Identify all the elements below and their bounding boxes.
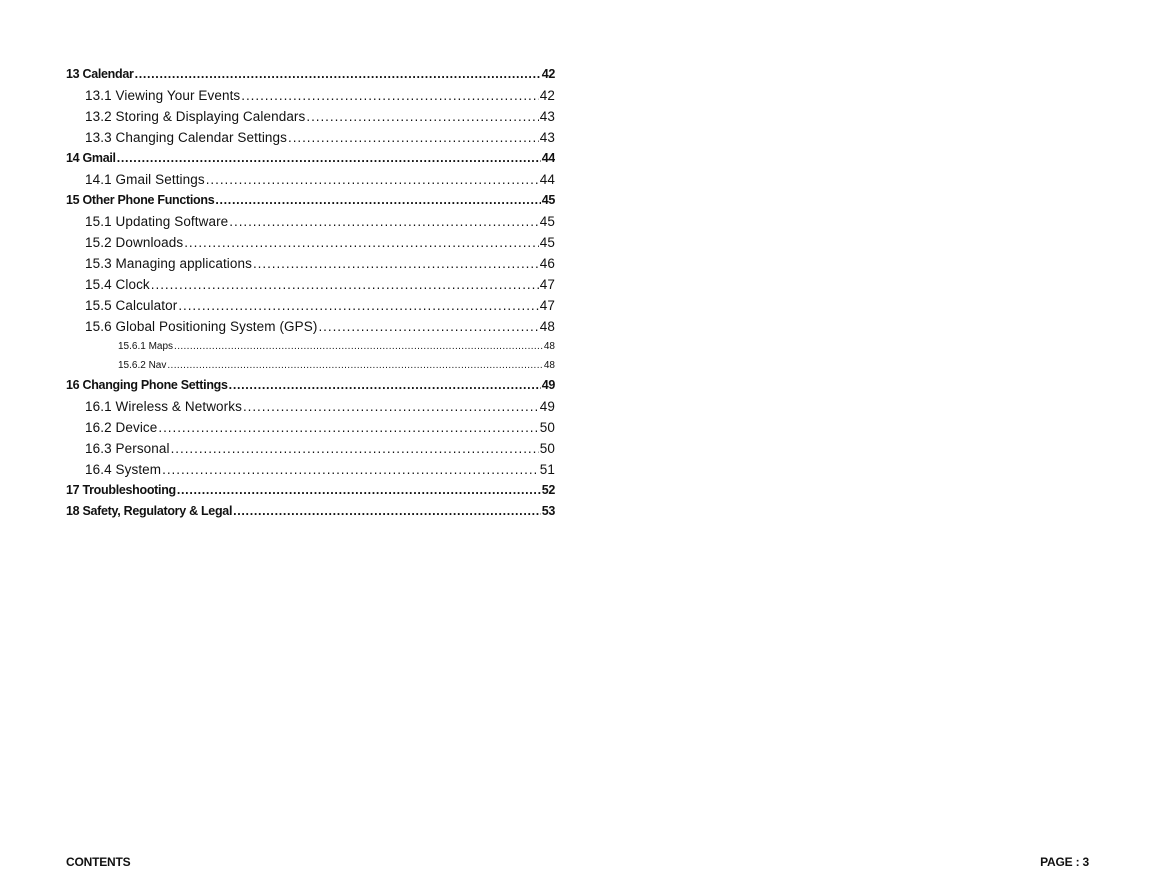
- toc-entry[interactable]: [66, 106, 555, 127]
- toc-entry-page: 45: [539, 235, 555, 250]
- toc-entry[interactable]: [66, 295, 555, 316]
- toc-dot-leader: [243, 396, 539, 417]
- toc-dot-leader: [117, 148, 541, 169]
- toc-dot-leader: [233, 501, 541, 522]
- toc-entry-page: 53: [541, 504, 555, 518]
- toc-entry-title: 15.6.2 Nav: [118, 360, 167, 371]
- toc-entry-page: 48: [543, 360, 555, 371]
- toc-dot-leader: [241, 85, 539, 106]
- toc-entry-title: 15.6 Global Positioning System (GPS): [85, 319, 318, 334]
- toc-dot-leader: [151, 274, 539, 295]
- toc-entry[interactable]: [66, 274, 555, 295]
- toc-entry-page: 48: [539, 319, 555, 334]
- table-of-contents: [66, 64, 555, 522]
- toc-dot-leader: [171, 438, 539, 459]
- toc-entry-title: 17 Troubleshooting: [66, 483, 176, 497]
- toc-entry-title: 15.4 Clock: [85, 277, 150, 292]
- toc-entry-title: 16.2 Device: [85, 420, 158, 435]
- toc-entry[interactable]: [66, 232, 555, 253]
- toc-entry-title: 15 Other Phone Functions: [66, 193, 215, 207]
- toc-entry-page: 51: [539, 462, 555, 477]
- toc-entry-title: 13 Calendar: [66, 67, 134, 81]
- toc-entry-title: 13.3 Changing Calendar Settings: [85, 130, 287, 145]
- toc-dot-leader: [135, 64, 541, 85]
- toc-dot-leader: [184, 232, 539, 253]
- toc-entry[interactable]: [66, 64, 555, 85]
- toc-entry[interactable]: [66, 148, 555, 169]
- toc-entry[interactable]: [66, 211, 555, 232]
- toc-entry[interactable]: [66, 396, 555, 417]
- toc-dot-leader: [167, 356, 543, 375]
- toc-dot-leader: [229, 375, 541, 396]
- toc-entry-page: 44: [539, 172, 555, 187]
- toc-entry-title: 15.6.1 Maps: [118, 341, 174, 352]
- toc-entry[interactable]: [66, 438, 555, 459]
- toc-entry-page: 44: [541, 151, 555, 165]
- toc-entry[interactable]: [66, 337, 555, 356]
- toc-entry[interactable]: [66, 480, 555, 501]
- toc-entry-page: 42: [539, 88, 555, 103]
- toc-entry-title: 15.5 Calculator: [85, 298, 178, 313]
- toc-entry-title: 15.3 Managing applications: [85, 256, 252, 271]
- toc-entry[interactable]: [66, 253, 555, 274]
- toc-entry-page: 47: [539, 277, 555, 292]
- toc-entry-title: 16.3 Personal: [85, 441, 170, 456]
- toc-entry[interactable]: [66, 501, 555, 522]
- toc-dot-leader: [229, 211, 538, 232]
- toc-entry-title: 13.2 Storing & Displaying Calendars: [85, 109, 306, 124]
- toc-entry-page: 52: [541, 483, 555, 497]
- footer-page-number: PAGE : 3: [1040, 855, 1089, 869]
- toc-dot-leader: [253, 253, 539, 274]
- toc-entry-page: 43: [539, 109, 555, 124]
- toc-entry-title: 14.1 Gmail Settings: [85, 172, 205, 187]
- toc-entry[interactable]: [66, 169, 555, 190]
- toc-dot-leader: [206, 169, 539, 190]
- toc-entry-title: 16.1 Wireless & Networks: [85, 399, 242, 414]
- toc-entry[interactable]: [66, 127, 555, 148]
- toc-entry-title: 16 Changing Phone Settings: [66, 378, 228, 392]
- toc-entry-page: 46: [539, 256, 555, 271]
- toc-dot-leader: [158, 417, 538, 438]
- toc-entry[interactable]: [66, 375, 555, 396]
- toc-dot-leader: [318, 316, 538, 337]
- toc-entry[interactable]: [66, 356, 555, 375]
- toc-entry-page: 45: [539, 214, 555, 229]
- toc-entry-page: 49: [541, 378, 555, 392]
- toc-entry-page: 43: [539, 130, 555, 145]
- footer-section-label: CONTENTS: [66, 855, 131, 869]
- toc-entry-title: 14 Gmail: [66, 151, 116, 165]
- toc-dot-leader: [215, 190, 540, 211]
- toc-entry-title: 18 Safety, Regulatory & Legal: [66, 504, 233, 518]
- toc-entry[interactable]: [66, 459, 555, 480]
- toc-entry-title: 15.1 Updating Software: [85, 214, 229, 229]
- toc-entry[interactable]: [66, 85, 555, 106]
- toc-dot-leader: [178, 295, 538, 316]
- toc-entry-page: 50: [539, 441, 555, 456]
- toc-entry-page: 48: [543, 341, 555, 352]
- toc-entry-page: 45: [541, 193, 555, 207]
- toc-dot-leader: [174, 337, 543, 356]
- toc-entry[interactable]: [66, 417, 555, 438]
- toc-entry-page: 50: [539, 420, 555, 435]
- toc-entry[interactable]: [66, 190, 555, 211]
- toc-dot-leader: [288, 127, 539, 148]
- toc-entry-page: 47: [539, 298, 555, 313]
- toc-dot-leader: [162, 459, 539, 480]
- toc-entry-title: 15.2 Downloads: [85, 235, 184, 250]
- toc-dot-leader: [177, 480, 541, 501]
- toc-entry-title: 13.1 Viewing Your Events: [85, 88, 241, 103]
- toc-entry-title: 16.4 System: [85, 462, 162, 477]
- toc-entry-page: 42: [541, 67, 555, 81]
- toc-dot-leader: [306, 106, 538, 127]
- toc-entry-page: 49: [539, 399, 555, 414]
- toc-entry[interactable]: [66, 316, 555, 337]
